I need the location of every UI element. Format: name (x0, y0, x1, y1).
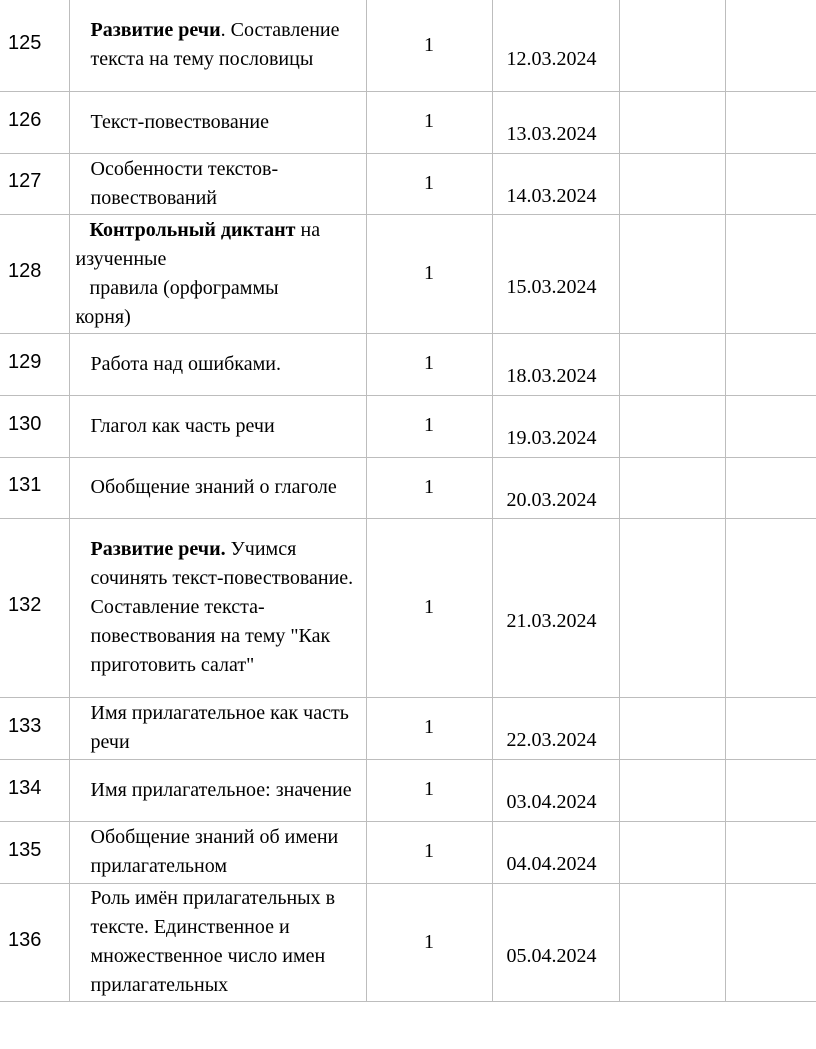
lesson-topic (69, 883, 366, 1001)
table-row (0, 91, 816, 153)
table-row (0, 395, 816, 457)
empty-cell (725, 883, 816, 1001)
table-row (0, 333, 816, 395)
lesson-hours: 1 (366, 395, 492, 457)
lesson-date: 04.04.2024 (492, 821, 619, 883)
topic-text: Особенности текстов-повествований (90, 157, 279, 209)
lesson-topic (69, 395, 366, 457)
empty-cell (619, 214, 725, 333)
empty-cell (725, 91, 816, 153)
lesson-date: 13.03.2024 (492, 91, 619, 153)
topic-text: Текст-повествование (90, 110, 269, 133)
lesson-date: 14.03.2024 (492, 153, 619, 214)
table-row (0, 153, 816, 214)
empty-cell (725, 214, 816, 333)
table-row (0, 457, 816, 518)
table-row (0, 0, 816, 91)
lesson-number: 136 (0, 883, 69, 1001)
empty-cell (725, 457, 816, 518)
topic-bold: Контрольный диктант (89, 218, 296, 241)
lesson-date: 03.04.2024 (492, 759, 619, 821)
topic-text: Глагол как часть речи (90, 414, 275, 437)
lesson-hours: 1 (366, 518, 492, 697)
lesson-date: 19.03.2024 (492, 395, 619, 457)
lesson-hours: 1 (366, 214, 492, 333)
lesson-number: 134 (0, 759, 69, 821)
lesson-date: 22.03.2024 (492, 697, 619, 759)
topic-text: Учимся сочинять текст-повествование. Составление текста-повествования на тему "Как приготовить салат" (90, 538, 354, 676)
empty-cell (725, 333, 816, 395)
lesson-topic (69, 0, 366, 91)
empty-cell (619, 0, 725, 91)
lesson-date: 12.03.2024 (492, 0, 619, 91)
lesson-topic (69, 759, 366, 821)
lesson-hours: 1 (366, 0, 492, 91)
empty-cell (725, 697, 816, 759)
topic-text: Обобщение знаний об имени прилагательном (90, 826, 339, 877)
empty-cell (725, 821, 816, 883)
table-row (0, 759, 816, 821)
lesson-topic (69, 153, 366, 214)
lesson-date: 15.03.2024 (492, 214, 619, 333)
topic-text: Работа над ошибками. (90, 352, 281, 375)
lesson-hours: 1 (366, 153, 492, 214)
lesson-topic (69, 821, 366, 883)
lesson-number: 132 (0, 518, 69, 697)
lesson-hours: 1 (366, 759, 492, 821)
lesson-hours: 1 (366, 697, 492, 759)
topic-text: Роль имён прилагательных в тексте. Единственное и множественное число имен прилагательных (90, 887, 336, 996)
topic-text: правила (орфограммы (89, 276, 279, 299)
empty-cell (619, 883, 725, 1001)
lesson-number: 125 (0, 0, 69, 91)
empty-cell (725, 395, 816, 457)
empty-cell (725, 518, 816, 697)
table-row (0, 214, 816, 333)
empty-cell (619, 457, 725, 518)
empty-cell (619, 91, 725, 153)
lesson-hours: 1 (366, 91, 492, 153)
topic-text: Имя прилагательное как часть речи (90, 702, 349, 753)
lesson-number: 127 (0, 153, 69, 214)
lesson-number: 129 (0, 333, 69, 395)
lesson-number: 130 (0, 395, 69, 457)
topic-text: изученные (75, 247, 167, 270)
lesson-hours: 1 (366, 883, 492, 1001)
table-row (0, 697, 816, 759)
lesson-hours: 1 (366, 821, 492, 883)
empty-cell (725, 0, 816, 91)
lesson-topic (69, 518, 366, 697)
empty-cell (619, 821, 725, 883)
lesson-number: 128 (0, 214, 69, 333)
topic-text: на (300, 218, 321, 241)
topic-bold: Развитие речи. (90, 538, 226, 560)
empty-cell (619, 395, 725, 457)
empty-cell (619, 697, 725, 759)
table-row (0, 821, 816, 883)
lesson-hours: 1 (366, 457, 492, 518)
lesson-date: 18.03.2024 (492, 333, 619, 395)
lesson-topic (69, 214, 366, 333)
table-row (0, 518, 816, 697)
empty-cell (619, 518, 725, 697)
table-row (0, 883, 816, 1001)
lesson-topic (69, 91, 366, 153)
empty-cell (619, 153, 725, 214)
empty-cell (619, 333, 725, 395)
empty-cell (725, 759, 816, 821)
lesson-number: 133 (0, 697, 69, 759)
topic-bold: Развитие речи (90, 19, 221, 42)
topic-text: корня) (75, 305, 131, 328)
lesson-date: 20.03.2024 (492, 457, 619, 518)
lesson-number: 126 (0, 91, 69, 153)
lesson-number: 135 (0, 821, 69, 883)
empty-cell (619, 759, 725, 821)
lesson-hours: 1 (366, 333, 492, 395)
lesson-number: 131 (0, 457, 69, 518)
topic-text: Имя прилагательное: значение (90, 778, 352, 801)
topic-text: Обобщение знаний о глаголе (90, 476, 337, 498)
lesson-topic (69, 333, 366, 395)
lesson-topic (69, 457, 366, 518)
topic-text: . Составление текста на тему пословицы (90, 19, 340, 71)
lesson-date: 21.03.2024 (492, 518, 619, 697)
lesson-date: 05.04.2024 (492, 883, 619, 1001)
lesson-topic (69, 697, 366, 759)
empty-cell (725, 153, 816, 214)
